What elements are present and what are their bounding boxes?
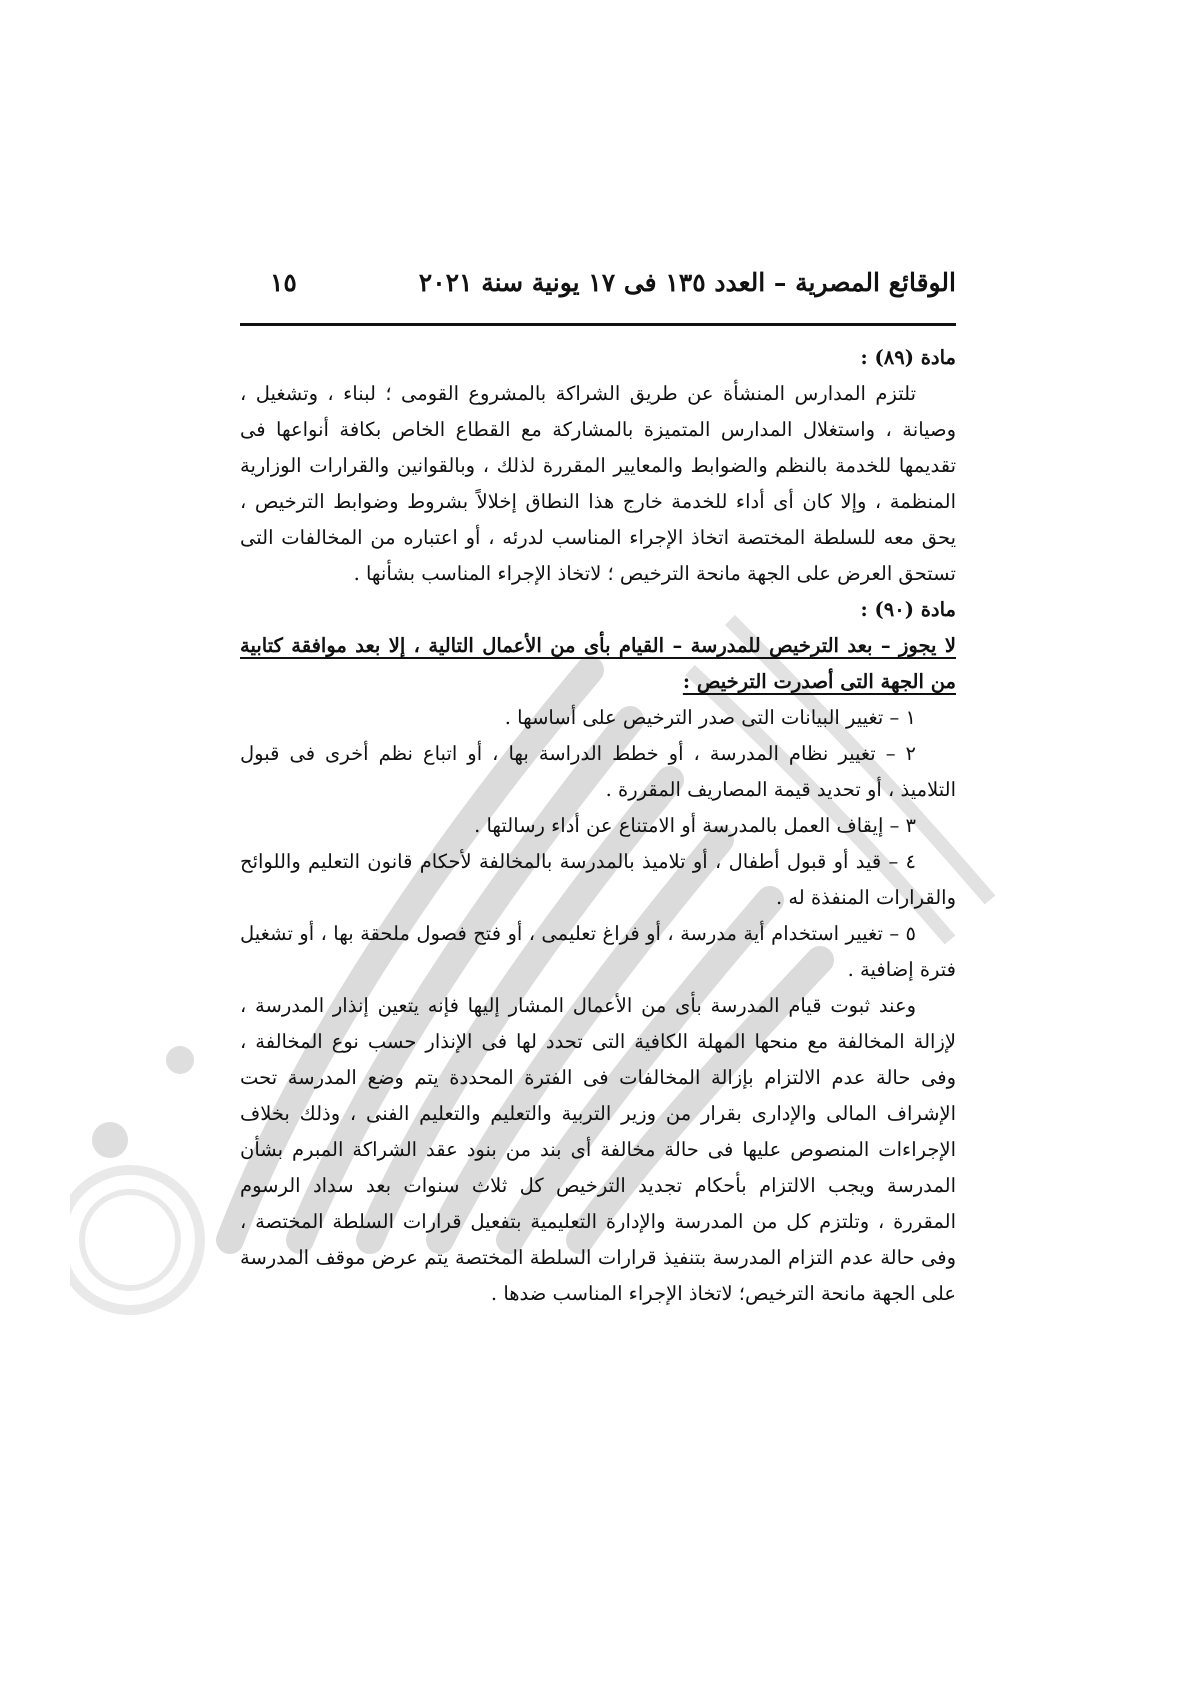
article-90-closing: وعند ثبوت قيام المدرسة بأى من الأعمال المشار إليها فإنه يتعين إنذار المدرسة ، لإزالة المخالفة مع منحها المهلة الكافية التى تحدد لها فى الإنذار حسب نوع المخالفة ، وفى حالة عدم الالتزام بإزالة المخالفات فى الفترة المحددة يتم وضع المدرسة تحت الإشراف المالى والإدارى بقرار من وزير التربية والتعليم والتعليم الفنى ، وذلك بخلاف الإجراءات المنصوص عليها فى حالة مخالفة أى بند من بنود عقد الشراكة المبرم بشأن المدرسة ويجب الالتزام بأحكام تجديد الترخيص كل ثلاث سنوات بعد سداد الرسوم المقررة ، وتلتزم كل من المدرسة والإدارة التعليمية بتفعيل قرارات السلطة المختصة ، وفى حالة عدم التزام المدرسة بتنفيذ قرارات السلطة المختصة يتم عرض موقف المدرسة على الجهة مانحة الترخيص؛ لاتخاذ الإجراء المناسب ضدها . <box>240 994 956 1305</box>
document-body <box>240 340 956 1312</box>
page-header <box>240 268 956 308</box>
article-90-item-1: ١ – تغيير البيانات التى صدر الترخيص على أساسها . <box>504 706 916 729</box>
page-number: ١٥ <box>270 268 297 297</box>
article-90-title: مادة (٩٠) : <box>860 598 956 621</box>
article-90-item-2: ٢ – تغيير نظام المدرسة ، أو خطط الدراسة بها ، أو اتباع نظم أخرى فى قبول التلاميذ ، أو تحديد قيمة المصاريف المقررة . <box>240 742 956 801</box>
article-90-item-3: ٣ – إيقاف العمل بالمدرسة أو الامتناع عن أداء رسالتها . <box>474 814 916 837</box>
article-90-item-5: ٥ – تغيير استخدام أية مدرسة ، أو فراغ تعليمى ، أو فتح فصول ملحقة بها ، أو تشغيل فترة إضافية . <box>240 922 956 981</box>
article-90-intro: لا يجوز – بعد الترخيص للمدرسة – القيام بأى من الأعمال التالية ، إلا بعد موافقة كتابية من الجهة التى أصدرت الترخيص : <box>240 634 956 693</box>
article-90-item-4: ٤ – قيد أو قبول أطفال ، أو تلاميذ بالمدرسة بالمخالفة لأحكام قانون التعليم واللوائح والقرارات المنفذة له . <box>240 850 956 909</box>
header-divider <box>240 323 956 326</box>
article-89-body: تلتزم المدارس المنشأة عن طريق الشراكة بالمشروع القومى ؛ لبناء ، وتشغيل ، وصيانة ، واستغلال المدارس المتميزة بالمشاركة مع القطاع الخاص بكافة أنواعها فى تقديمها للخدمة بالنظم والضوابط والمعايير المقررة لذلك ، وبالقوانين والقرارات الوزارية المنظمة ، وإلا كان أى أداء للخدمة خارج هذا النطاق إخلالاً بشروط وضوابط الترخيص ، يحق معه للسلطة المختصة اتخاذ الإجراء المناسب لدرئه ، أو اعتباره من المخالفات التى تستحق العرض على الجهة مانحة الترخيص ؛ لاتخاذ الإجراء المناسب بشأنها . <box>240 382 956 585</box>
article-89-title: مادة (٨٩) : <box>860 346 956 369</box>
header-title: الوقائع المصرية – العدد ١٣٥ فى ١٧ يونية سنة ٢٠٢١ <box>418 268 956 297</box>
